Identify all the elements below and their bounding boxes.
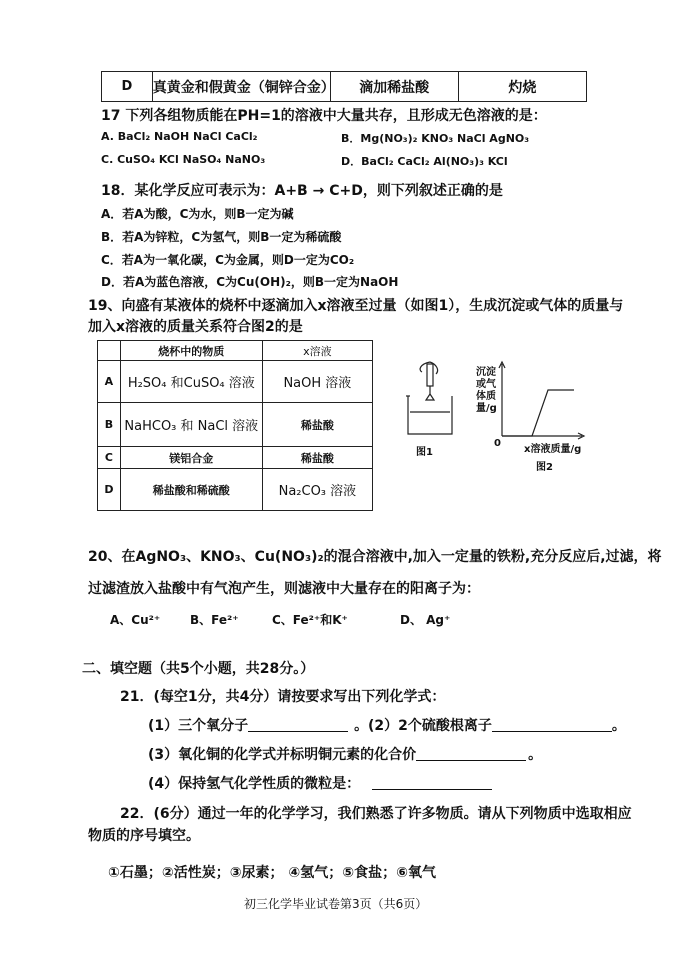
q22-stem-line1: 22．(6分）通过一年的化学学习，我们熟悉了许多物质。请从下列物质中选取相应 (120, 806, 632, 822)
q20-option-c: C、Fe²⁺和K⁺ (272, 613, 348, 627)
figure2-xlabel: x溶液质量/g (524, 444, 582, 455)
q19-stem-line1: 19、向盛有某液体的烧杯中逐滴加入x溶液至过量（如图1），生成沉淀或气体的质量与 (88, 298, 624, 314)
section2-title: 二、填空题（共5个小题，共28分。） (82, 661, 315, 677)
q20-option-a: A、Cu²⁺ (110, 613, 161, 627)
q21-item1 (148, 715, 368, 735)
figure2-origin: 0 (494, 438, 501, 449)
figure2-ylabel: 沉淀或气体质量/g (476, 367, 497, 414)
q19-row-d-label: D (98, 469, 121, 511)
q19-head-x: x溶液 (262, 341, 372, 361)
q19-row-a-x: NaOH 溶液 (262, 361, 372, 403)
q17-option-b: B．Mg(NO₃)₂ KNO₃ NaCl AgNO₃ (341, 132, 530, 145)
top-table-cell-method1: 滴加稀盐酸 (330, 72, 458, 102)
q21-blank1[interactable] (248, 717, 348, 732)
q19-row-d-beaker: 稀盐酸和稀硫酸 (120, 469, 262, 511)
top-table (101, 71, 587, 102)
q17-option-c: C. CuSO₄ KCl NaSO₄ NaNO₃ (101, 153, 266, 166)
q21-item2 (368, 715, 626, 735)
q17-option-d: D．BaCl₂ CaCl₂ Al(NO₃)₃ KCl (341, 155, 508, 168)
top-table-cell-method2: 灼烧 (458, 72, 586, 102)
q19-stem-line2: 加入x溶液的质量关系符合图2的是 (88, 319, 303, 335)
q21-item4-label: (4）保持氢气化学性质的微粒是： (148, 776, 361, 792)
top-table-cell-label: D (102, 72, 153, 102)
q21-item3-label: (3）氧化铜的化学式并标明铜元素的化合价 (148, 747, 417, 763)
q21-item1-end: 。 (354, 718, 369, 734)
q18-option-c: C．若A为一氧化碳，C为金属，则D一定为CO₂ (101, 253, 355, 267)
q20-option-d: D、 Ag⁺ (400, 613, 451, 627)
q20-option-b: B、Fe²⁺ (190, 613, 239, 627)
q19-row-b-beaker: NaHCO₃ 和 NaCl 溶液 (120, 403, 262, 447)
q20-stem-line1: 20、在AgNO₃、KNO₃、Cu(NO₃)₂的混合溶液中,加入一定量的铁粉,充分反应后,过滤，将 (88, 549, 662, 565)
figure1-caption: 图1 (416, 447, 433, 458)
q19-row-b-x: 稀盐酸 (262, 403, 372, 447)
figure2-curve (502, 390, 574, 436)
q21-blank2[interactable] (492, 717, 612, 732)
q21-item4 (148, 773, 492, 793)
q19-row-d-x: Na₂CO₃ 溶液 (262, 469, 372, 511)
q19-row-a-label: A (98, 361, 121, 403)
q19-table (97, 340, 373, 511)
q17-stem: 17 下列各组物质能在PH=1的溶液中大量共存，且形成无色溶液的是： (101, 108, 547, 124)
q17-option-a: A. BaCl₂ NaOH NaCl CaCl₂ (101, 130, 258, 143)
figure2-graph (496, 360, 586, 440)
q21-item2-end: 。 (611, 718, 626, 734)
figure2-caption: 图2 (536, 462, 553, 473)
q20-stem-line2: 过滤渣放入盐酸中有气泡产生，则滤液中大量存在的阳离子为： (88, 581, 480, 597)
q21-stem: 21．(每空1分，共4分）请按要求写出下列化学式： (120, 689, 446, 705)
q21-blank3[interactable] (416, 746, 526, 761)
q22-options: ①石墨；②活性炭；③尿素； ④氢气；⑤食盐；⑥氧气 (108, 865, 436, 881)
q18-option-d: D．若A为蓝色溶液，C为Cu(OH)₂，则B一定为NaOH (101, 275, 399, 289)
q19-row-b-label: B (98, 403, 121, 447)
q19-row-a-beaker: H₂SO₄ 和CuSO₄ 溶液 (120, 361, 262, 403)
q21-item1-label: (1）三个氧分子 (148, 718, 249, 734)
q18-option-b: B．若A为锌粒，C为氢气，则B一定为稀硫酸 (101, 230, 342, 244)
q21-item3-end: 。 (528, 747, 543, 763)
q19-head-beaker: 烧杯中的物质 (120, 341, 262, 361)
q18-stem: 18．某化学反应可表示为：A+B → C+D，则下列叙述正确的是 (101, 183, 503, 199)
q21-item3 (148, 744, 542, 764)
q19-head-blank (98, 341, 121, 361)
q22-stem-line2: 物质的序号填空。 (88, 828, 200, 844)
q19-row-c-x: 稀盐酸 (262, 447, 372, 469)
q19-row-c-beaker: 镁铝合金 (120, 447, 262, 469)
q21-item2-label: (2）2个硫酸根离子 (368, 718, 492, 734)
top-table-cell-items: 真黄金和假黄金（铜锌合金） (152, 72, 330, 102)
q18-option-a: A．若A为酸，C为水，则B一定为碱 (101, 207, 294, 221)
figure1-beaker-illustration (400, 360, 460, 440)
q21-blank4[interactable] (372, 775, 492, 790)
q19-row-c-label: C (98, 447, 121, 469)
page-footer: 初三化学毕业试卷第3页（共6页） (244, 897, 428, 911)
